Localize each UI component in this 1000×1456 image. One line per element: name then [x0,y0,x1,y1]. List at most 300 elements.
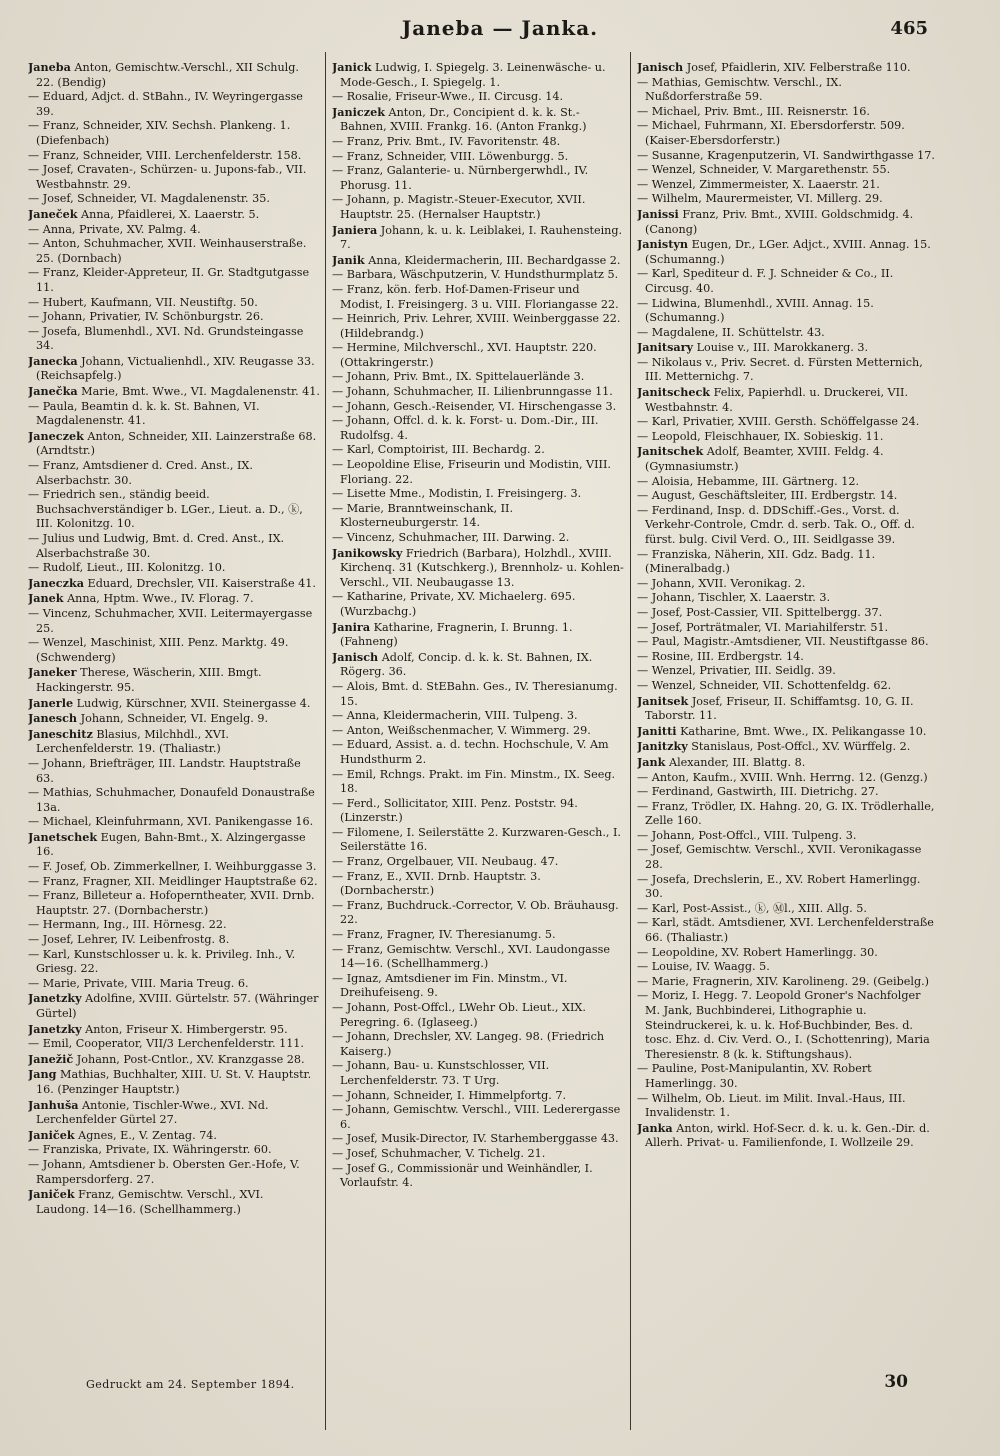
directory-entry [28,207,320,223]
entry-details: — Johann, Amtsdiener b. Obersten Ger.-Hofe, V. Rampersdorferg. 27. [28,1157,300,1186]
directory-entry [637,946,937,961]
entry-details: Ludwig, I. Spiegelg. 3. Leinenwäsche- u. Mode-Gesch., I. Spiegelg. 1. [340,61,606,89]
entry-details: — Moriz, I. Hegg. 7. Leopold Groner's Nachfolger M. Jank, Buchbinderei, Lithographie u. Steindruckerei, k. u. k. Hof-Buchbinder, Bes. d. tosc. Ehz. d. Civ. Verd. O., I. (Schottenring), Maria Theresienstr. 8 (k. k. Stiftungshaus). [637,989,930,1061]
entry-details: — Mathias, Schuhmacher, Donaufeld Donaustraße 13a. [28,786,315,814]
entry-details: — Franz, Galanterie- u. Nürnbergerwhdl., IV. Phorusg. 11. [332,164,589,192]
entry-details: — Lisette Mme., Modistin, I. Freisingerg. 3. [332,487,582,501]
entry-details: Johann, k. u. k. Leiblakei, I. Rauhensteing. 7. [340,223,623,252]
entry-surname: Janistyn [637,237,689,252]
directory-entry [637,1092,937,1121]
directory-entry [637,606,937,621]
directory-entry [28,933,320,948]
entry-surname: Janetzky [28,991,82,1006]
entry-details: — Marie, Private, VIII. Maria Treug. 6. [28,976,249,990]
entry-details: — Hermine, Milchverschl., XVI. Hauptstr. 220. (Ottakringerstr.) [332,341,597,369]
directory-entry [637,340,937,356]
directory-entry [332,738,624,767]
entry-details: — Josefa, Drechslerin, E., XV. Robert Hamerlingg. 30. [637,872,921,901]
entry-details: Johann, Post-Cntlor., XV. Kranzgasse 28. [73,1052,305,1066]
directory-entry [637,873,937,902]
entry-surname: Janiczek [332,104,385,119]
directory-entry [28,977,320,992]
entry-details: Antonie, Tischler-Wwe., XVI. Nd. Lerchenfelder Gürtel 27. [36,1098,269,1127]
directory-entry [28,459,320,488]
directory-entry [637,430,937,445]
entry-details: Friedrich (Barbara), Holzhdl., XVIII. Kirchenq. 31 (Kutschkerg.), Brennholz- u. Kohlen-Verschl., VII. Neubaugasse 13. [340,546,624,589]
entry-surname: Janetzky [28,1021,82,1036]
entry-details: — Josef, Schuhmacher, V. Tichelg. 21. [332,1146,546,1160]
entry-surname: Janitschek [637,444,704,459]
directory-entry [28,665,320,695]
entry-surname: Janeczek [28,428,84,443]
entry-details: — Leopoldine, XV. Robert Hamerlingg. 30. [637,945,878,959]
entry-surname: Janitsary [637,340,694,355]
directory-entry [637,960,937,975]
entry-details: — Hubert, Kaufmann, VII. Neustiftg. 50. [28,295,258,309]
entry-details: Louise v., III. Marokkanerg. 3. [693,341,869,355]
entry-details: — Rudolf, Lieut., III. Kolonitzg. 10. [28,561,226,575]
entry-surname: Janetschek [28,829,98,844]
entry-details: — Eduard, Assist. a. d. techn. Hochschule, V. Am Hundsthurm 2. [332,738,609,766]
directory-entry [332,899,624,928]
entry-details: Marie, Bmt. Wwe., VI. Magdalenenstr. 41. [77,385,320,399]
directory-entry [332,546,624,591]
column-rule [325,52,326,1430]
entry-details: — Johann, Schneider, I. Himmelpfortg. 7. [332,1088,567,1102]
directory-entry [637,105,937,120]
entry-details: — Franz, Trödler, IX. Hahng. 20, G. IX. Trödlerhalle, Zelle 160. [637,799,935,828]
entry-details: — Karl, Post-Assist., ⓚ, Ⓜl., XIII. Allg. 5. [637,901,867,915]
entry-details: Anna, Hptm. Wwe., IV. Florag. 7. [63,592,254,606]
entry-details: — Johann, Post-Offcl., LWehr Ob. Lieut., XIX. Peregring. 6. (Iglaseeg.) [332,1001,586,1029]
directory-entry [28,1098,320,1128]
directory-entry [332,1030,624,1059]
entry-details: — Josef, Musik-Director, IV. Starhemberggasse 43. [332,1132,619,1146]
directory-entry [28,488,320,532]
directory-entry [28,429,320,459]
entry-details: Ludwig, Kürschner, XVII. Steinergasse 4. [73,696,311,710]
directory-entry [28,1067,320,1097]
entry-details: Felix, Papierhdl. u. Druckerei, VII. Westbahnstr. 4. [645,386,909,414]
directory-entry [332,502,624,531]
entry-details: — Julius und Ludwig, Bmt. d. Cred. Anst., IX. Alserbachstraße 30. [28,532,285,560]
directory-entry [332,870,624,899]
entry-details: — Friedrich sen., ständig beeid. Buchsachverständiger b. LGer., Lieut. a. D., ⓚ, III. Kolonitzg. 10. [28,488,303,531]
entry-details: — Wenzel, Privatier, III. Seidlg. 39. [637,664,836,678]
directory-entry [637,843,937,872]
entry-surname: Janisch [332,649,379,664]
directory-entry [332,928,624,943]
entry-details: — Franz, Orgelbauer, VII. Neubaug. 47. [332,855,559,869]
entry-details: — Vincenz, Schuhmacher, III. Darwing. 2. [332,531,570,544]
entry-details: — Johann, Priv. Bmt., IX. Spittelauerlände 3. [332,370,585,384]
entry-details: Adolf, Beamter, XVIII. Feldg. 4. (Gymnasiumstr.) [645,445,884,474]
entry-surname: Janeček [28,206,78,221]
entry-details: — Franz, Fragner, IV. Theresianumg. 5. [332,928,556,942]
entry-details: Anna, Kleidermacherin, III. Bechardgasse 2. [364,253,621,267]
directory-entry [332,385,624,400]
entry-details: — Josef, Porträtmaler, VI. Mariahilferstr. 51. [637,620,889,634]
entry-details: Alexander, III. Blattg. 8. [665,755,806,769]
entry-surname: Janiček [28,1187,75,1202]
entry-surname: Janek [28,591,64,606]
directory-entry [28,325,320,354]
directory-entry [637,635,937,650]
entry-details: — Mathias, Gemischtw. Verschl., IX. Nußdorferstraße 59. [637,75,842,104]
directory-entry [637,267,937,296]
entry-details: — Franz, Schneider, VIII. Lerchenfelderstr. 158. [28,148,302,162]
entry-surname: Janežič [28,1051,74,1066]
directory-entry [332,1147,624,1162]
directory-entry [28,727,320,757]
directory-entry [28,354,320,384]
directory-entry [28,1187,320,1217]
entry-surname: Janik [332,252,365,267]
entry-details: — Ferdinand, Insp. d. DDSchiff.-Ges., Vorst. d. Verkehr-Controle, Cmdr. d. serb. Tak. O., Off. d. fürst. bulg. Civil Verd. O., III. Seidlgasse 39. [637,503,915,546]
entry-details: — Franz, Billeteur a. Hofoperntheater, XVII. Drnb. Hauptstr. 27. (Dornbacherstr.) [28,889,315,917]
entry-details: — Josef, Lehrer, IV. Leibenfrostg. 8. [28,933,230,947]
directory-entry [28,192,320,207]
entry-details: Katharine, Bmt. Wwe., IX. Pelikangasse 10. [676,724,927,738]
directory-entry [332,724,624,739]
directory-entry [637,207,937,237]
directory-entry [637,415,937,430]
entry-details: — Johann, Offcl. d. k. k. Forst- u. Dom.-Dir., III. Rudolfsg. 4. [332,414,599,442]
entry-details: Eugen, Bahn-Bmt., X. Alzingergasse 16. [36,830,306,859]
directory-entry [637,694,937,724]
entry-details: — Michael, Priv. Bmt., III. Reisnerstr. 16. [637,104,870,118]
entry-surname: Janira [332,619,371,634]
directory-entry [28,860,320,875]
entry-details: — Franz, Gemischtw. Verschl., XVI. Laudongasse 14—16. (Schellhammerg.) [332,942,610,971]
entry-details: — Franz, Fragner, XII. Meidlinger Hauptstraße 62. [28,874,318,888]
directory-entry [332,283,624,312]
entry-details: Stanislaus, Post-Offcl., XV. Würffelg. 2. [687,740,911,754]
entry-details: — Franz, Kleider-Appreteur, II. Gr. Stadtgutgasse 11. [28,266,310,294]
directory-entry [28,266,320,295]
entry-details: Therese, Wäscherin, XIII. Bmgt. Hackingerstr. 95. [36,666,262,694]
entry-details: — Anton, Schuhmacher, XVII. Weinhauserstraße. 25. (Dornbach) [28,237,307,265]
directory-entry [28,119,320,148]
entry-details: — Johann, Drechsler, XV. Langeg. 98. (Friedrich Kaiserg.) [332,1030,605,1058]
entry-details: — Wenzel, Maschinist, XIII. Penz. Marktg. 49. (Schwenderg) [28,636,289,664]
directory-entry [28,757,320,786]
directory-entry [332,150,624,165]
directory-entry [332,1089,624,1104]
directory-entry [28,384,320,400]
entry-details: — Josef G., Commissionär und Weinhändler, I. Vorlaufstr. 4. [332,1161,593,1190]
directory-entry [637,356,937,385]
entry-details: — Franziska, Private, IX. Währingerstr. 60. [28,1143,272,1157]
entry-details: — Josef, Schneider, VI. Magdalenenstr. 35. [28,192,270,206]
directory-entry [637,724,937,740]
entry-details: — Ferdinand, Gastwirth, III. Dietrichg. 27. [637,785,879,799]
directory-entry [28,1143,320,1158]
directory-entry [637,650,937,665]
directory-entry [28,607,320,636]
directory-entry [28,875,320,890]
entry-details: Franz, Gemischtw. Verschl., XVI. Laudong. 14—16. (Schellhammerg.) [36,1188,264,1216]
directory-entry [28,948,320,977]
entry-details: — Magdalene, II. Schüttelstr. 43. [637,325,825,339]
directory-entry [637,489,937,504]
entry-details: — Katharine, Private, XV. Michaelerg. 695. (Wurzbachg.) [332,590,576,618]
directory-entry [332,105,624,135]
entry-details: — Josef, Gemischtw. Verschl., XVII. Veronikagasse 28. [637,843,922,872]
directory-entry [332,400,624,415]
directory-entry [332,531,624,546]
entry-details: — Josefa, Blumenhdl., XVI. Nd. Grundsteingasse 34. [28,324,304,353]
directory-entry [332,943,624,972]
directory-entry [637,1121,937,1151]
directory-entry [637,755,937,771]
directory-entry [332,1103,624,1132]
entry-details: — Karl, Privatier, XVIII. Gersth. Schöffelgasse 24. [637,415,920,429]
entry-details: — Karl, Spediteur d. F. J. Schneider & Co., II. Circusg. 40. [637,267,894,295]
directory-entry [332,1132,624,1147]
directory-entry [332,223,624,253]
directory-entry [28,223,320,238]
entry-surname: Janhuša [28,1097,79,1112]
directory-entry [332,1059,624,1088]
directory-entry [637,975,937,990]
directory-entry [332,135,624,150]
directory-entry [28,576,320,592]
entry-details: Anna, Pfaidlerei, X. Laaerstr. 5. [77,207,260,221]
directory-entry [332,972,624,1001]
entry-surname: Janeba [28,60,71,74]
directory-entry [28,991,320,1021]
directory-entry [28,1128,320,1144]
directory-entry [332,268,624,283]
entry-details: Johann, Schneider, VI. Engelg. 9. [77,712,269,726]
entry-details: Eduard, Drechsler, VII. Kaiserstraße 41. [83,576,316,590]
entry-details: — Johann, Bau- u. Kunstschlosser, VII. Lerchenfelderstr. 73. T Urg. [332,1059,550,1087]
entry-surname: Jank [637,754,666,769]
entry-surname: Janka [637,1120,673,1135]
entry-details: — Karl, städt. Amtsdiener, XVI. Lerchenfelderstraße 66. (Thaliastr.) [637,916,934,945]
entry-details: — Karl, Comptoirist, III. Bechardg. 2. [332,443,545,457]
entry-details: — Josef, Cravaten-, Schürzen- u. Jupons-fab., VII. Westbahnstr. 29. [28,163,307,191]
directory-entry [28,310,320,325]
entry-details: — Johann, Privatier, IV. Schönburgstr. 26. [28,310,264,324]
entry-details: — Ignaz, Amtsdiener im Fin. Minstm., VI. Dreihufeiseng. 9. [332,971,568,1000]
entry-surname: Janečka [28,384,78,399]
entry-details: — August, Geschäftsleiter, III. Erdbergstr. 14. [637,489,898,503]
column-3 [637,60,937,1420]
directory-entry [332,797,624,826]
directory-entry [637,902,937,917]
entry-details: — Franz, Schneider, XIV. Sechsh. Plankeng. 1. (Diefenbach) [28,119,291,147]
directory-entry [332,370,624,385]
directory-entry [28,561,320,576]
entry-details: — Anna, Private, XV. Palmg. 4. [28,222,201,236]
entry-details: — Johann, Gesch.-Reisender, VI. Hirschengasse 3. [332,399,617,413]
entry-details: — Emil, Cooperator, VII/3 Lerchenfelderstr. 111. [28,1037,304,1051]
entry-details: Anton, Dr., Concipient d. k. k. St.-Bahnen, XVIII. Frankg. 16. (Anton Frankg.) [340,105,587,134]
entry-details: — Wenzel, Schneider, V. Margarethenstr. 55. [637,163,891,177]
entry-details: — Anton, Kaufm., XVIII. Wnh. Herrng. 12. (Genzg.) [637,770,928,784]
directory-entry [28,1158,320,1187]
entry-surname: Janitti [637,723,677,738]
directory-entry [637,916,937,945]
entry-details: — Josef, Post-Cassier, VII. Spittelbergg. 37. [637,605,883,619]
entry-details: — Vincenz, Schuhmacher, XVII. Leitermayergasse 25. [28,606,313,635]
directory-entry [332,193,624,222]
directory-entry [28,400,320,429]
directory-entry [332,590,624,619]
entry-surname: Janikowsky [332,545,403,560]
entry-details: Johann, Victualienhdl., XIV. Reugasse 33. (Reichsapfelg.) [36,354,315,383]
directory-entry [28,696,320,712]
entry-details: — Anna, Kleidermacherin, VIII. Tulpeng. 3. [332,709,578,723]
entry-details: — Wenzel, Schneider, VII. Schottenfeldg. 62. [637,678,892,692]
directory-entry [637,800,937,829]
entry-surname: Janeschitz [28,726,93,741]
directory-entry [28,237,320,266]
entry-details: — Filomene, I. Seilerstätte 2. Kurzwaren-Gesch., I. Seilerstätte 16. [332,825,621,854]
entry-details: Anton, Friseur X. Himbergerstr. 95. [81,1022,288,1036]
entry-details: Eugen, Dr., LGer. Adjct., XVIII. Annag. 15. (Schumanng.) [645,238,931,266]
entry-details: — Michael, Kleinfuhrmann, XVI. Panikengasse 16. [28,815,314,829]
entry-details: — Franziska, Näherin, XII. Gdz. Badg. 11. (Mineralbadg.) [637,547,876,576]
directory-entry [637,679,937,694]
entry-details: — Karl, Kunstschlosser u. k. k. Privileg. Inh., V. Griesg. 22. [28,947,296,976]
directory-entry [332,60,624,90]
directory-entry [332,458,624,487]
entry-details: — Franz, Schneider, VIII. Löwenburgg. 5. [332,149,569,163]
directory-entry [332,650,624,680]
entry-details: — Lidwina, Blumenhdl., XVIII. Annag. 15. (Schumanng.) [637,296,874,325]
directory-entry [637,163,937,178]
entry-details: — Hermann, Ing., III. Hörnesg. 22. [28,918,227,932]
directory-entry [332,620,624,650]
directory-entry [637,385,937,415]
entry-surname: Janiera [332,222,378,237]
entry-details: — Rosine, III. Erdbergstr. 14. [637,649,804,663]
entry-surname: Janeker [28,665,77,680]
directory-entry [637,444,937,474]
directory-entry [637,475,937,490]
entry-details: — Susanne, Kragenputzerin, VI. Sandwirthgasse 17. [637,148,935,162]
entry-details: — Johann, Gemischtw. Verschl., VIII. Lederergasse 6. [332,1103,621,1131]
directory-entry [637,237,937,267]
entry-details: — Heinrich, Priv. Lehrer, XVIII. Weinberggasse 22. (Hildebrandg.) [332,312,621,340]
directory-entry [28,163,320,192]
entry-details: — Eduard, Adjct. d. StBahn., IV. Weyringergasse 39. [28,90,303,118]
directory-entry [28,60,320,90]
entry-surname: Jang [28,1067,57,1082]
entry-details: Anton, Schneider, XII. Lainzerstraße 68. (Arndtstr.) [36,429,317,458]
directory-entry [28,591,320,607]
entry-details: — Johann, Post-Offcl., VIII. Tulpeng. 3. [637,828,857,842]
entry-details: Franz, Priv. Bmt., XVIII. Goldschmidg. 4. (Canong) [645,207,914,236]
directory-entry [332,855,624,870]
entry-details: — Emil, Rchngs. Prakt. im Fin. Minstm., IX. Seeg. 18. [332,767,616,796]
directory-entry [28,815,320,830]
directory-entry [332,680,624,709]
entry-details: — Franz, Amtsdiener d. Cred. Anst., IX. Alserbachstr. 30. [28,459,253,487]
entry-details: — Paul, Magistr.-Amtsdiener, VII. Neustiftgasse 86. [637,635,929,649]
directory-entry [28,296,320,311]
directory-entry [332,443,624,458]
entry-surname: Janitsek [637,693,689,708]
entry-details: — Aloisia, Hebamme, III. Gärtnerg. 12. [637,474,860,488]
directory-entry [28,1037,320,1052]
entry-details: — Franz, Priv. Bmt., IV. Favoritenstr. 48. [332,134,561,148]
directory-entry [28,1022,320,1038]
entry-details: — Nikolaus v., Priv. Secret. d. Fürsten Metternich, III. Metternichg. 7. [637,355,923,384]
directory-entry [637,829,937,844]
entry-details: — F. Josef, Ob. Zimmerkellner, I. Weihburggasse 3. [28,860,317,874]
entry-details: — Marie, Fragnerin, XIV. Karolineng. 29. (Geibelg.) [637,974,930,988]
entry-details: Adolf, Concip. d. k. k. St. Bahnen, IX. Rögerg. 36. [340,650,593,679]
directory-entry [637,989,937,1062]
entry-details: Anton, wirkl. Hof-Secr. d. k. u. k. Gen.-Dir. d. Allerh. Privat- u. Familienfonde, I. Wollzeile 29. [645,1121,930,1150]
directory-entry [637,76,937,105]
directory-entry [28,889,320,918]
directory-entry [332,341,624,370]
directory-entry [28,786,320,815]
entry-details: — Louise, IV. Waagg. 5. [637,960,770,974]
directory-entry [332,90,624,105]
directory-entry [28,711,320,727]
entry-surname: Janerle [28,695,74,710]
column-rule [630,52,631,1430]
entry-details: — Franz, E., XVII. Drnb. Hauptstr. 3. (Dornbacherstr.) [332,869,541,898]
entry-details: — Marie, Branntweinschank, II. Klosterneuburgerstr. 14. [332,501,514,530]
entry-surname: Janitzky [637,739,688,754]
entry-details: — Alois, Bmt. d. StEBahn. Ges., IV. Theresianumg. 15. [332,679,618,708]
entry-details: Blasius, Milchhdl., XVI. Lerchenfelderstr. 19. (Thaliastr.) [36,727,229,756]
directory-entry [637,504,937,548]
entry-details: — Paula, Beamtin d. k. k. St. Bahnen, VI. Magdalenenstr. 41. [28,399,260,428]
directory-entry [332,253,624,269]
directory-entry [637,297,937,326]
entry-surname: Janiček [28,1127,75,1142]
directory-entry [28,149,320,164]
entry-surname: Janecka [28,353,78,368]
directory-entry [28,830,320,860]
entry-details: — Wilhelm, Maurermeister, VI. Millerg. 29. [637,192,883,206]
directory-entry [332,768,624,797]
directory-entry [332,414,624,443]
directory-entry [28,532,320,561]
entry-details: — Johann, Tischler, X. Laaerstr. 3. [637,591,830,605]
entry-details: — Barbara, Wäschputzerin, V. Hundsthurmplatz 5. [332,268,619,282]
entry-details: Katharine, Fragnerin, I. Brunng. 1. (Fahneng) [340,620,573,649]
column-1 [28,60,320,1420]
entry-details: Josef, Friseur, II. Schiffamtsg. 10, G. II. Taborstr. 11. [645,694,914,723]
entry-details: — Anton, Weißschenmacher, V. Wimmerg. 29. [332,723,591,737]
entry-surname: Janesch [28,711,78,726]
entry-details: — Wenzel, Zimmermeister, X. Laaerstr. 21. [637,177,880,191]
entry-details: Adolfine, XVIII. Gürtelstr. 57. (Währinger Gürtel) [36,992,319,1020]
directory-entry [28,1052,320,1068]
entry-surname: Janick [332,60,372,74]
entry-surname: Janeczka [28,575,84,590]
page-number: 465 [890,18,928,39]
directory-entry [332,312,624,341]
directory-entry [637,621,937,636]
directory-entry [28,918,320,933]
entry-details: Josef, Pfaidlerin, XIV. Felberstraße 110. [683,61,911,74]
directory-entry [28,636,320,665]
directory-entry [332,487,624,502]
directory-entry [28,90,320,119]
entry-details: — Leopoldine Elise, Friseurin und Modistin, VIII. Floriang. 22. [332,458,611,486]
directory-entry [637,119,937,148]
